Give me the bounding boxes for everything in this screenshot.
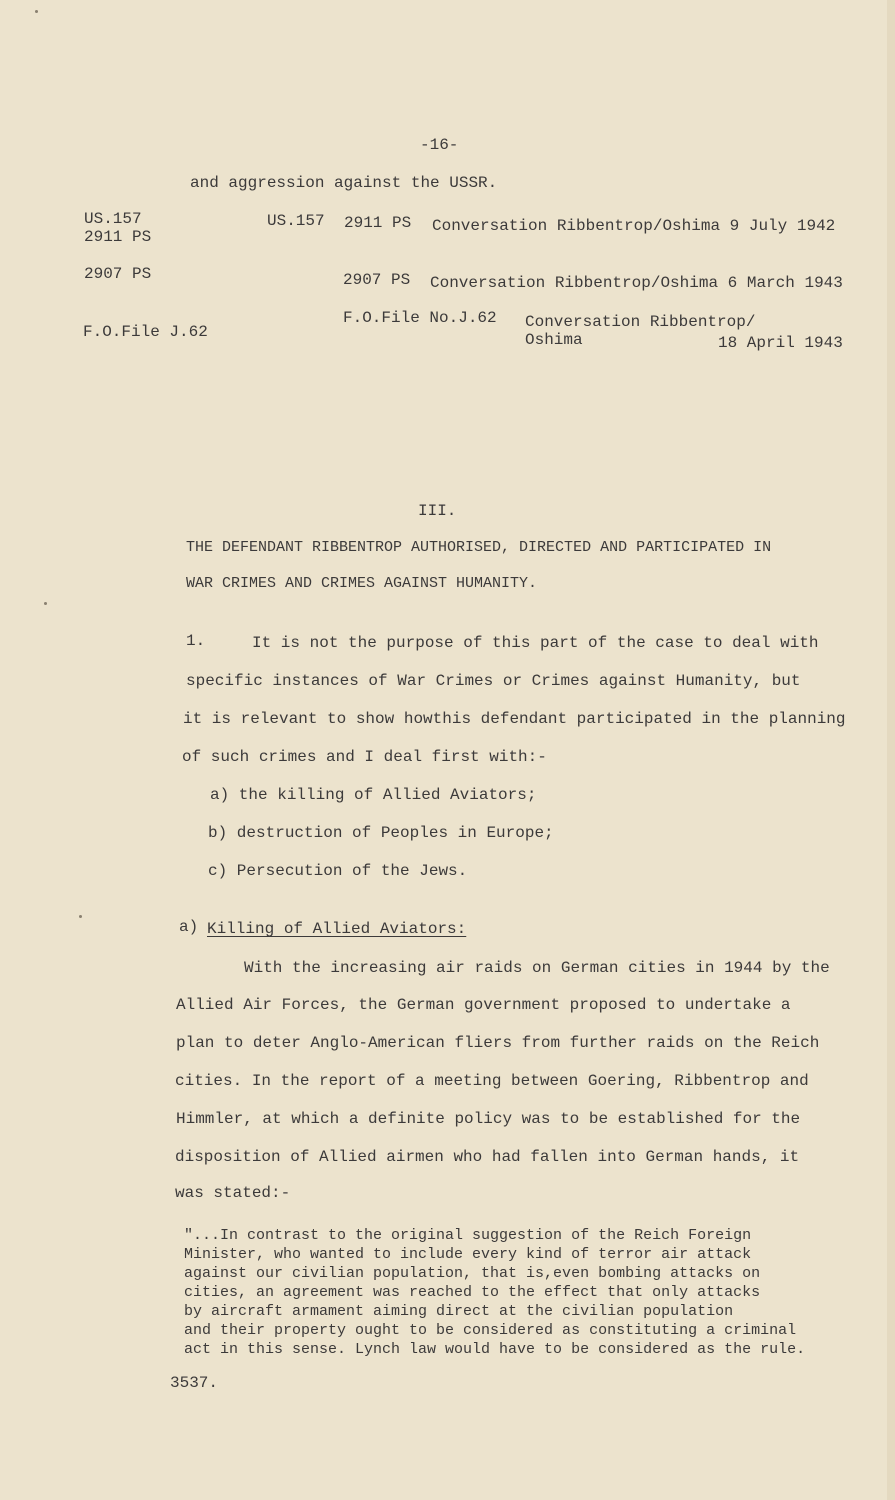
reference-description: Oshima: [525, 331, 583, 349]
list-item: c) Persecution of the Jews.: [208, 862, 468, 880]
document-number: F.O.File No.J.62: [343, 309, 497, 327]
reference-description: Conversation Ribbentrop/Oshima 9 July 1942: [432, 217, 836, 235]
document-number: 2911 PS: [344, 214, 412, 232]
exhibit-number: US.157: [267, 212, 325, 230]
section-heading: THE DEFENDANT RIBBENTROP AUTHORISED, DIRECTED AND PARTICIPATED IN: [186, 539, 772, 556]
quote-line: cities, an agreement was reached to the effect that only attacks: [184, 1284, 761, 1301]
quote-line: by aircraft armament aiming direct at the civilian population: [184, 1303, 734, 1320]
paper-speck: [44, 602, 47, 605]
body-line: plan to deter Anglo-American fliers from further raids on the Reich: [176, 1034, 820, 1052]
paper-speck: [35, 10, 38, 13]
body-line: Himmler, at which a definite policy was to be established for the: [176, 1110, 801, 1128]
reference-description: Conversation Ribbentrop/: [525, 313, 756, 331]
quote-line: act in this sense. Lynch law would have to be considered as the rule.: [184, 1341, 806, 1358]
paragraph-line: specific instances of War Crimes or Crimes against Humanity, but: [186, 672, 801, 690]
margin-exhibit: F.O.File J.62: [83, 323, 208, 341]
body-line: Allied Air Forces, the German government proposed to undertake a: [176, 996, 791, 1014]
document-number: 2907 PS: [343, 271, 411, 289]
quote-line: and their property ought to be considered as constituting a criminal: [184, 1322, 797, 1339]
margin-exhibit: 2911 PS: [84, 228, 152, 246]
margin-exhibit: 2907 PS: [84, 265, 152, 283]
intro-line: and aggression against the USSR.: [190, 174, 498, 192]
section-heading: WAR CRIMES AND CRIMES AGAINST HUMANITY.: [186, 575, 538, 592]
block-quote: [184, 1226, 844, 1359]
quote-line: Minister, who wanted to include every kind of terror air attack: [184, 1246, 752, 1263]
margin-exhibit: US.157: [84, 210, 142, 228]
body-line: cities. In the report of a meeting between Goering, Ribbentrop and: [175, 1072, 809, 1090]
subheading-title: Killing of Allied Aviators:: [207, 920, 467, 938]
footer-page-number: 3537.: [170, 1374, 219, 1392]
reference-date: 18 April 1943: [718, 334, 843, 352]
paragraph-line: it is relevant to show howthis defendant participated in the planning: [183, 710, 846, 728]
subheading-prefix: a): [179, 918, 199, 936]
quote-line: against our civilian population, that is,even bombing attacks on: [184, 1265, 761, 1282]
list-item: a) the killing of Allied Aviators;: [210, 786, 537, 804]
section-numeral: III.: [418, 502, 457, 520]
quote-line: "...In contrast to the original suggestion of the Reich Foreign: [184, 1227, 752, 1244]
list-item: b) destruction of Peoples in Europe;: [208, 824, 554, 842]
page-number: -16-: [420, 136, 459, 154]
paragraph-line: It is not the purpose of this part of the case to deal with: [252, 634, 819, 652]
body-line: With the increasing air raids on German cities in 1944 by the: [244, 959, 830, 977]
body-line: disposition of Allied airmen who had fallen into German hands, it: [175, 1148, 800, 1166]
body-line: was stated:-: [175, 1184, 291, 1202]
paragraph-number: 1.: [186, 632, 206, 650]
reference-description: Conversation Ribbentrop/Oshima 6 March 1943: [430, 274, 843, 292]
page-edge: [887, 0, 895, 1500]
paper-speck: [79, 915, 82, 918]
paragraph-line: of such crimes and I deal first with:-: [182, 748, 547, 766]
